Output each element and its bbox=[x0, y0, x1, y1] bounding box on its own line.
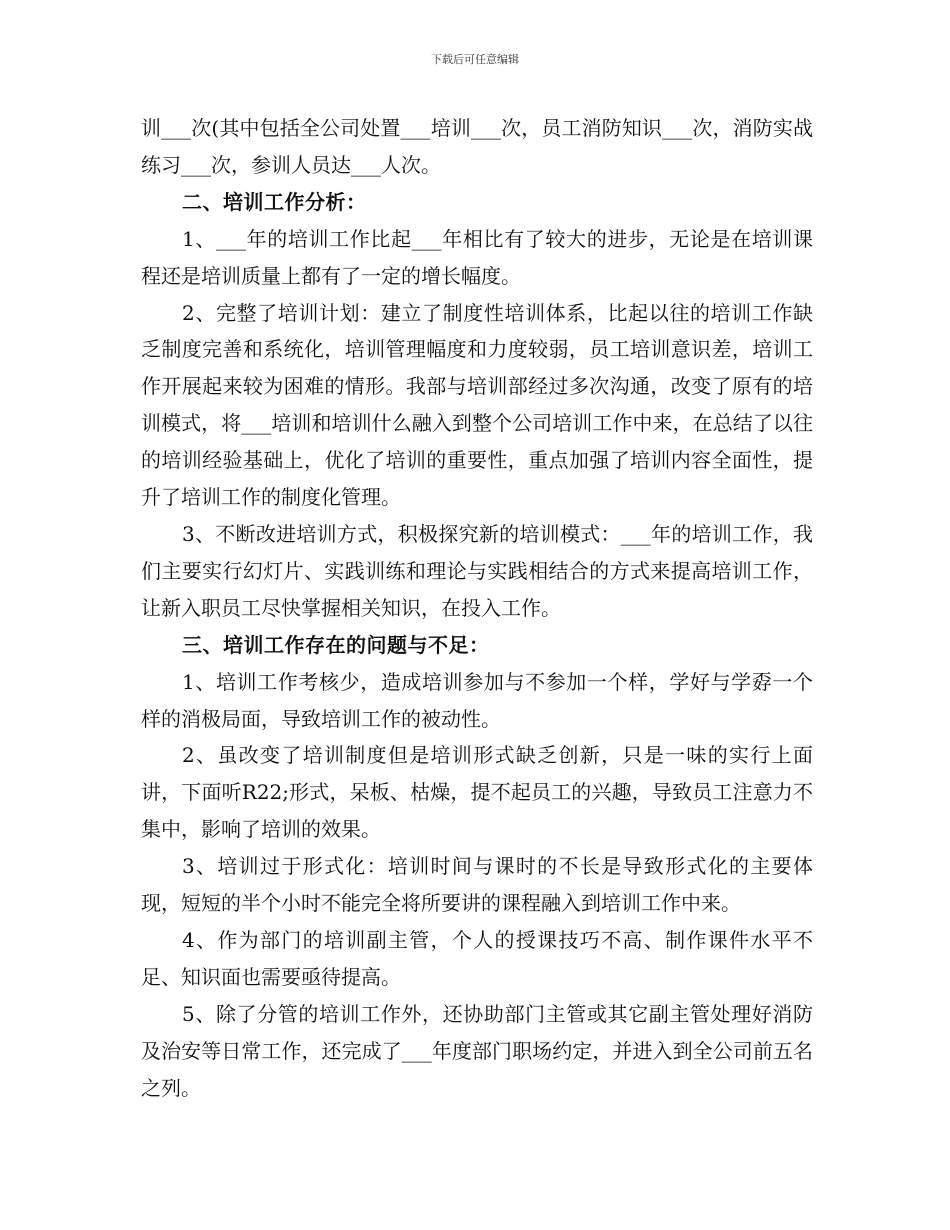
section-heading-analysis: 二、培训工作分析： bbox=[182, 189, 367, 214]
problem-item-1: 1、培训工作考核少，造成培训参加与不参加一个样，学好与学孬一个样的消极局面，导致培训工作的被动性。 bbox=[141, 669, 813, 731]
document-body bbox=[141, 110, 813, 1106]
analysis-item-1: 1、___年的培训工作比起___年相比有了较大的进步，无论是在培训课程还是培训质量上都有了一定的增长幅度。 bbox=[141, 226, 813, 288]
section-heading-problems: 三、培训工作存在的问题与不足： bbox=[182, 632, 490, 657]
problem-item-3: 3、培训过于形式化：培训时间与课时的不长是导致形式化的主要体现，短短的半个小时不能完全将所要讲的课程融入到培训工作中来。 bbox=[141, 854, 813, 916]
analysis-item-3: 3、不断改进培训方式，积极探究新的培训模式：___年的培训工作，我们主要实行幻灯片、实践训练和理论与实践相结合的方式来提高培训工作，让新入职员工尽快掌握相关知识，在投入工作。 bbox=[141, 521, 813, 620]
problem-item-5: 5、除了分管的培训工作外，还协助部门主管或其它副主管处理好消防及治安等日常工作，还完成了___年度部门职场约定，并进入到全公司前五名之列。 bbox=[141, 1001, 813, 1100]
analysis-item-2: 2、完整了培训计划：建立了制度性培训体系，比起以往的培训工作缺乏制度完善和系统化，培训管理幅度和力度较弱，员工培训意识差，培训工作开展起来较为困难的情形。我部与培训部经过多次沟通，改变了原有的培训模式，将___培训和培训什么融入到整个公司培训工作中来，在总结了以往的培训经验基础上，优化了培训的重要性，重点加强了培训内容全面性，提升了培训工作的制度化管理。 bbox=[141, 300, 813, 510]
problem-item-2: 2、虽改变了培训制度但是培训形式缺乏创新，只是一味的实行上面讲，下面听R22;形式，呆板、枯燥，提不起员工的兴趣，导致员工注意力不集中，影响了培训的效果。 bbox=[141, 743, 813, 842]
page-header: 下载后可任意编辑 bbox=[431, 53, 519, 66]
problem-item-4: 4、作为部门的培训副主管，个人的授课技巧不高、制作课件水平不足、知识面也需要亟待提高。 bbox=[141, 927, 813, 989]
paragraph-continuation: 训___次(其中包括全公司处置___培训___次，员工消防知识___次，消防实战练习___次，参训人员达___人次。 bbox=[141, 116, 813, 177]
